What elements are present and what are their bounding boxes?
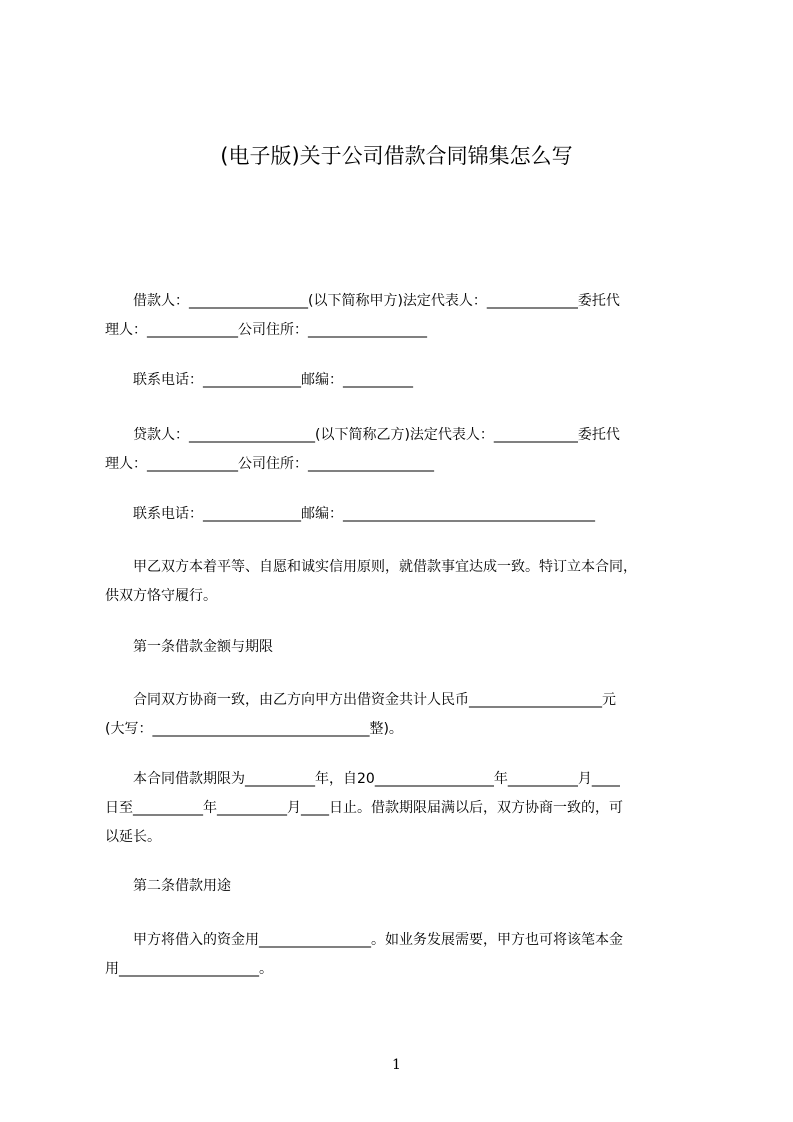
text-line: 本合同借款期限为__________年，自20_________________年__________月____ — [105, 771, 620, 787]
loan-term-paragraph — [105, 765, 705, 852]
text-line: 贷款人：__________________(以下简称乙方)法定代表人：____________委托代 — [105, 427, 620, 443]
article-1-heading — [105, 633, 705, 662]
article-2-heading — [105, 872, 705, 901]
text-line: 第一条借款金额与期限 — [105, 639, 273, 655]
borrower-contact-paragraph — [105, 366, 705, 395]
page-number: 1 — [392, 1057, 401, 1073]
text-line: 理人：_____________公司住所：__________________ — [105, 456, 434, 472]
preamble-paragraph — [105, 553, 705, 611]
text-line: 甲乙双方本着平等、自愿和诚实信用原则，就借款事宜达成一致。特订立本合同， — [105, 559, 637, 575]
lender-contact-paragraph — [105, 500, 705, 529]
text-line: 日至__________年__________月____日止。借款期限届满以后，双方协商一致的，可 — [105, 800, 623, 816]
lender-info-paragraph — [105, 421, 705, 479]
text-line: 甲方将借入的资金用________________。如业务发展需要，甲方也可将该笔本金 — [105, 932, 623, 948]
borrower-info-paragraph — [105, 287, 705, 345]
text-line: 借款人：_________________(以下简称甲方)法定代表人：_____________委托代 — [105, 293, 620, 309]
text-line: 联系电话：______________邮编：__________ — [105, 372, 413, 388]
document-title: (电子版)关于公司借款合同锦集怎么写 — [220, 144, 573, 168]
text-line: 第二条借款用途 — [105, 878, 231, 894]
text-line: 理人：_____________公司住所：_________________ — [105, 322, 427, 338]
text-line: 供双方恪守履行。 — [105, 588, 217, 604]
loan-amount-paragraph — [105, 686, 705, 744]
text-line: 用____________________。 — [105, 961, 273, 977]
loan-purpose-paragraph — [105, 926, 705, 984]
text-line: 联系电话：______________邮编：____________________________________ — [105, 506, 595, 522]
text-line: 以延长。 — [105, 829, 161, 845]
text-line: (大写：_______________________________整)。 — [105, 721, 403, 737]
text-line: 合同双方协商一致，由乙方向甲方出借资金共计人民币___________________元 — [105, 692, 616, 708]
